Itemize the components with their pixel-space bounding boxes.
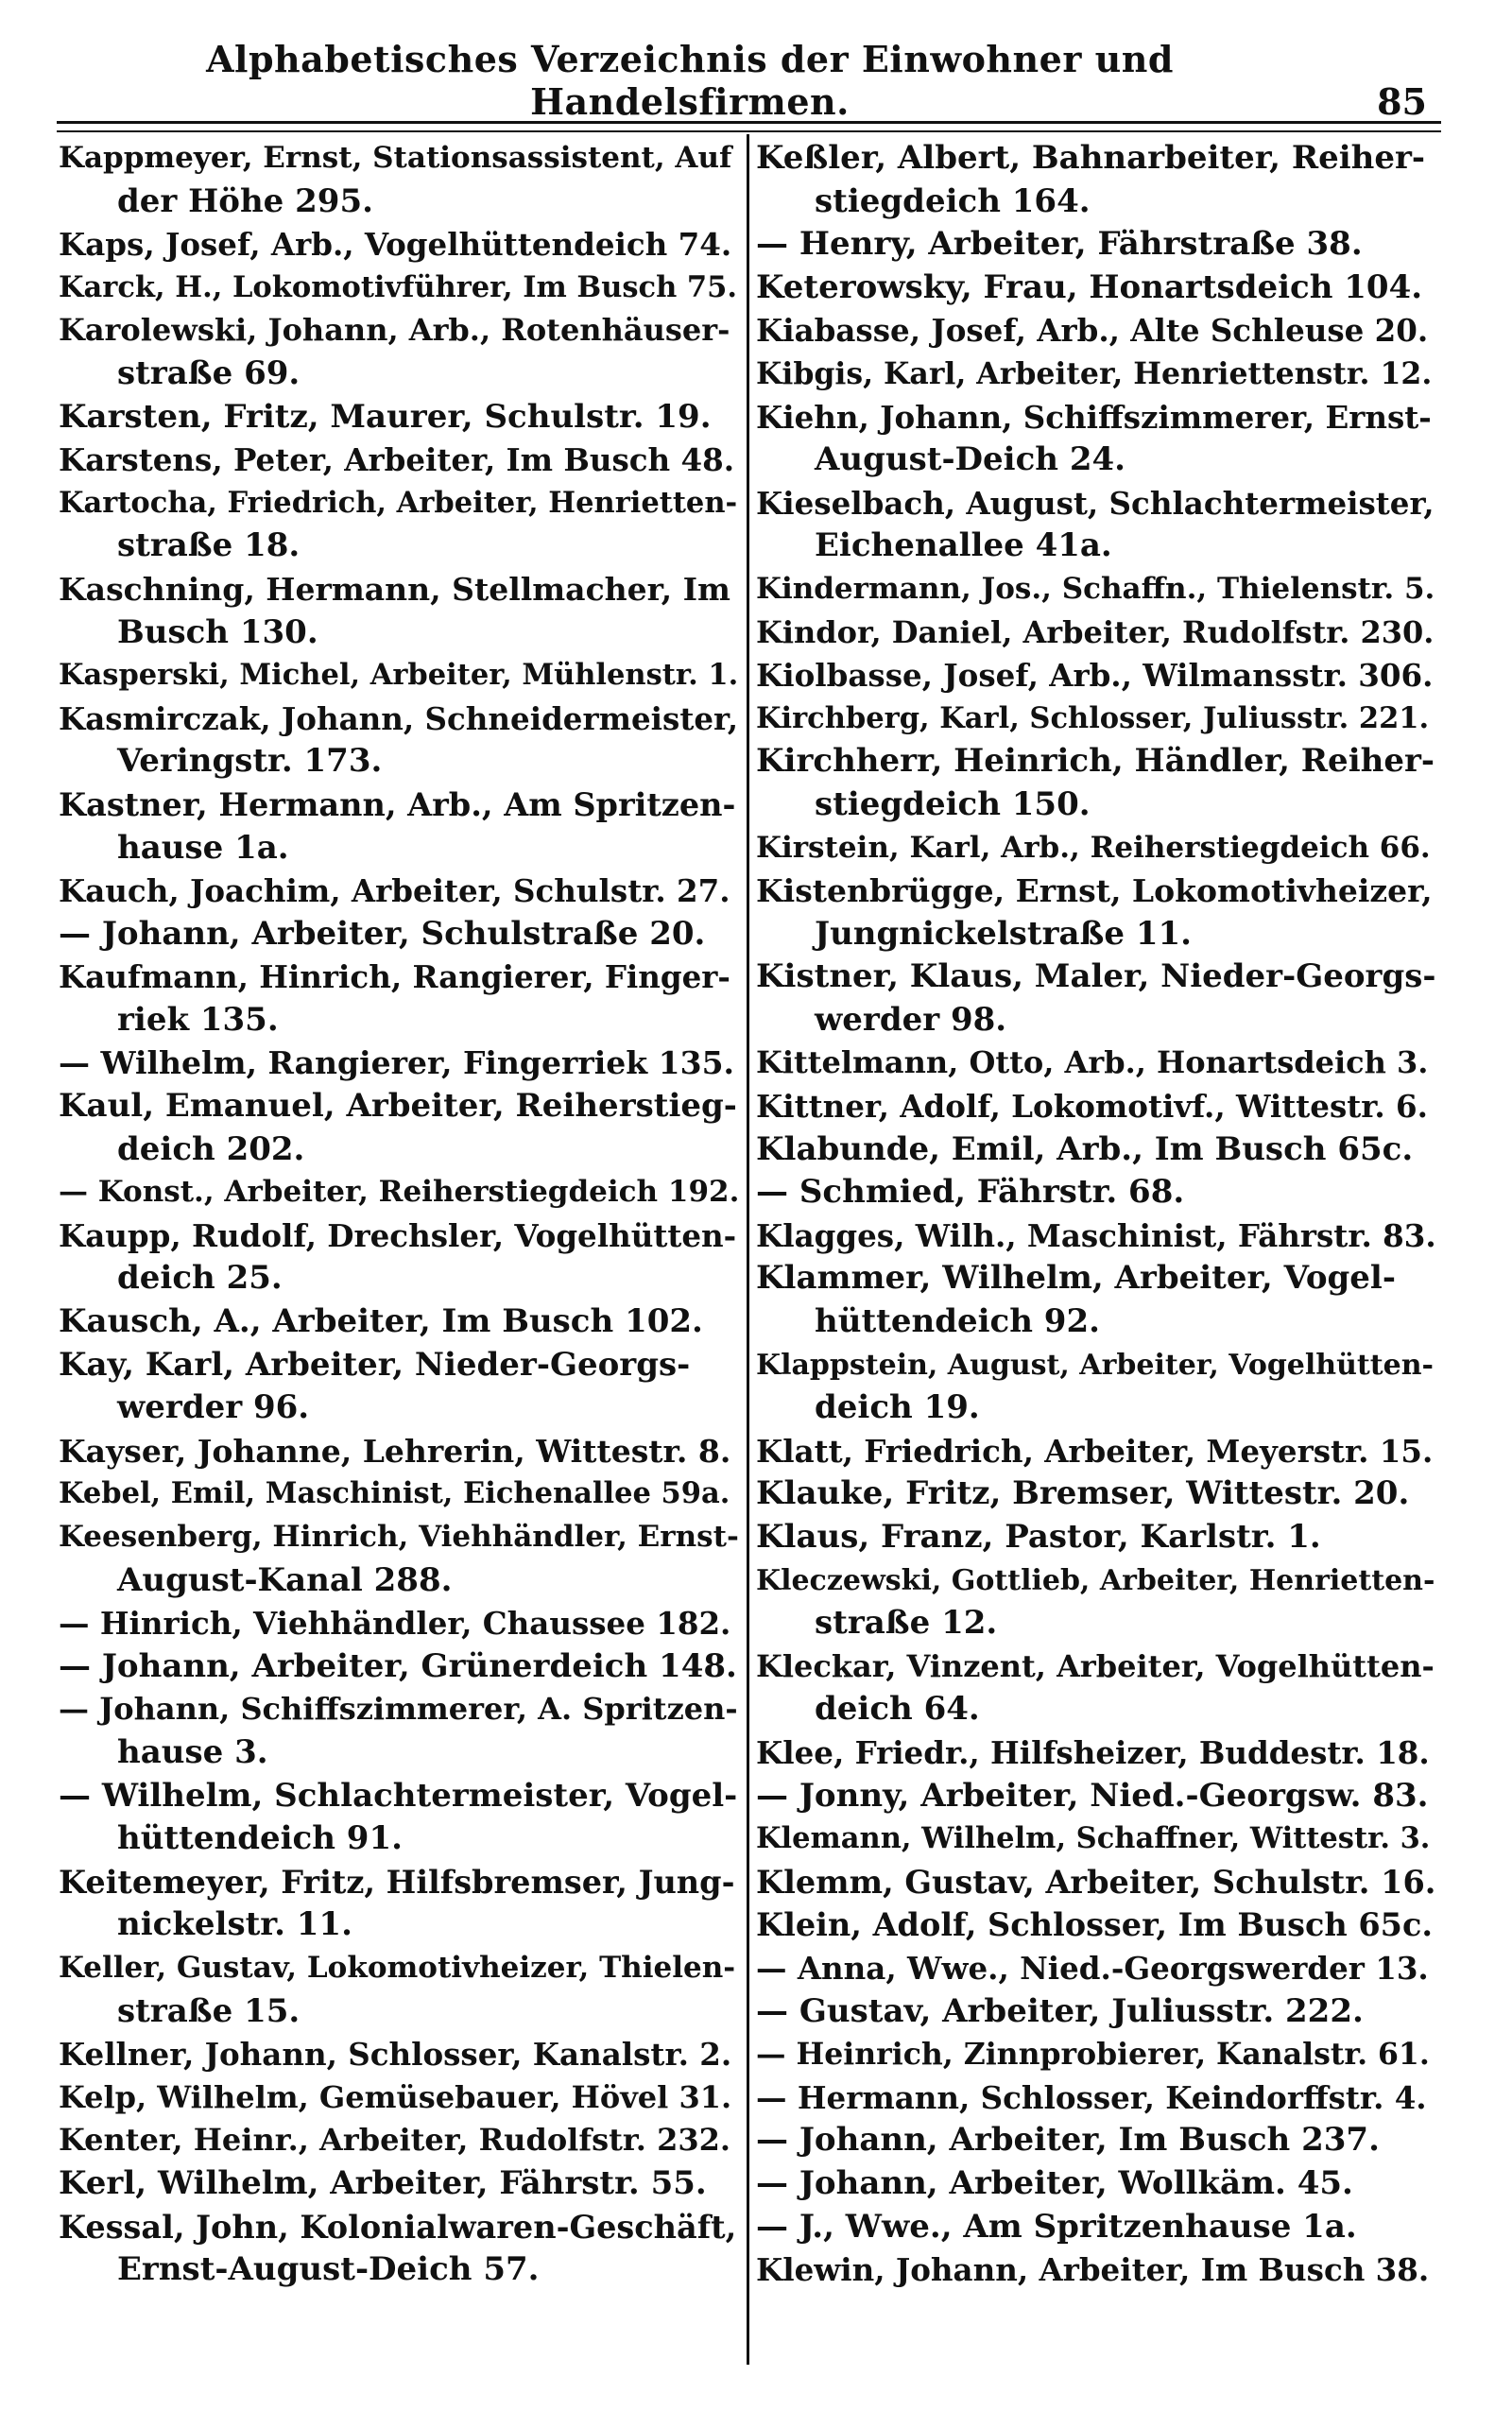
directory-entry bbox=[756, 568, 1436, 611]
entry-line: Kiabasse, Josef, Arb., Alte Schleuse 20. bbox=[756, 312, 1429, 350]
entry-line: Klappstein, August, Arbeiter, Vogelhütten- bbox=[756, 1348, 1434, 1382]
directory-entry bbox=[756, 1990, 1436, 2034]
directory-entry bbox=[59, 482, 739, 568]
entry-line: Kauch, Joachim, Arbeiter, Schulstr. 27. bbox=[59, 872, 730, 910]
entry-continuation: hüttendeich 92. bbox=[815, 1302, 1100, 1341]
directory-entry bbox=[756, 827, 1436, 870]
entry-continuation: August-Kanal 288. bbox=[117, 1560, 453, 1599]
directory-entry bbox=[59, 1344, 739, 1430]
entry-continuation: stiegdeich 150. bbox=[815, 784, 1091, 823]
entry-continuation: werder 98. bbox=[815, 1000, 1007, 1039]
entry-continuation: Jungnickelstraße 11. bbox=[815, 914, 1192, 953]
column-divider bbox=[747, 134, 749, 2365]
entry-continuation: August-Deich 24. bbox=[815, 440, 1125, 479]
directory-entry bbox=[59, 784, 739, 870]
entry-continuation: nickelstr. 11. bbox=[117, 1905, 352, 1944]
directory-entry bbox=[756, 1516, 1436, 1559]
directory-entry bbox=[59, 870, 739, 913]
directory-entry bbox=[756, 1645, 1436, 1731]
entry-line: Klagges, Wilh., Maschinist, Fährstr. 83. bbox=[756, 1216, 1436, 1254]
entry-line: Kastner, Hermann, Arb., Am Spritzen- bbox=[59, 785, 736, 823]
entry-line: Klemann, Wilhelm, Schaffner, Wittestr. 3. bbox=[756, 1821, 1431, 1856]
entry-line: Keitemeyer, Fritz, Hilfsbremser, Jung- bbox=[59, 1863, 735, 1901]
entry-line: Kayser, Johanne, Lehrerin, Wittestr. 8. bbox=[59, 1432, 731, 1470]
directory-entry bbox=[59, 309, 739, 395]
entry-line: — Hinrich, Viehhändler, Chaussee 182. bbox=[59, 1605, 731, 1643]
directory-entry bbox=[756, 1042, 1436, 1085]
entry-line: Kebel, Emil, Maschinist, Eichenallee 59a. bbox=[59, 1476, 730, 1511]
page-title: Alphabetisches Verzeichnis der Einwohner und Handelsfirmen. bbox=[206, 38, 1174, 123]
entry-continuation: straße 69. bbox=[117, 353, 301, 392]
entry-line: Kittelmann, Otto, Arb., Honartsdeich 3. bbox=[756, 1044, 1429, 1081]
entry-line: Kiehn, Johann, Schiffszimmerer, Ernst- bbox=[756, 398, 1432, 436]
directory-entry bbox=[59, 2033, 739, 2076]
entry-line: Kleckar, Vinzent, Arbeiter, Vogelhütten- bbox=[756, 1647, 1435, 1684]
entry-line: Kistenbrügge, Ernst, Lokomotivheizer, bbox=[756, 872, 1433, 910]
entry-line: Kaufmann, Hinrich, Rangierer, Finger- bbox=[59, 958, 730, 996]
entry-continuation: deich 202. bbox=[117, 1129, 305, 1168]
directory-entry bbox=[756, 1128, 1436, 1172]
entry-line: Kittner, Adolf, Lokomotivf., Wittestr. 6. bbox=[756, 1088, 1428, 1126]
entry-line: Klatt, Friedrich, Arbeiter, Meyerstr. 15. bbox=[756, 1432, 1434, 1470]
entry-continuation: stiegdeich 164. bbox=[815, 181, 1091, 220]
entry-line: Kappmeyer, Ernst, Stationsassistent, Auf bbox=[59, 141, 732, 175]
entry-line: Klammer, Wilhelm, Arbeiter, Vogel- bbox=[756, 1259, 1396, 1298]
directory-entry bbox=[756, 2206, 1436, 2249]
entry-line: — Johann, Arbeiter, Im Busch 237. bbox=[756, 2121, 1380, 2160]
directory-entry bbox=[59, 267, 739, 310]
entry-line: Kirchberg, Karl, Schlosser, Juliusstr. 221. bbox=[756, 700, 1430, 735]
directory-entry bbox=[59, 1214, 739, 1300]
entry-continuation: deich 25. bbox=[117, 1259, 283, 1298]
entry-line: Keesenberg, Hinrich, Viehhändler, Ernst- bbox=[59, 1520, 739, 1554]
entry-line: Kiolbasse, Josef, Arb., Wilmansstr. 306. bbox=[756, 657, 1434, 695]
directory-entry bbox=[756, 2076, 1436, 2120]
entry-line: — Heinrich, Zinnprobierer, Kanalstr. 61. bbox=[756, 2037, 1430, 2073]
entry-line: Kindor, Daniel, Arbeiter, Rudolfstr. 230. bbox=[756, 613, 1435, 650]
directory-entry bbox=[59, 396, 739, 439]
directory-entry bbox=[59, 1042, 739, 1085]
entry-line: Karstens, Peter, Arbeiter, Im Busch 48. bbox=[59, 441, 735, 479]
entry-continuation: deich 64. bbox=[815, 1690, 980, 1729]
directory-entry bbox=[756, 1903, 1436, 1947]
directory-entry bbox=[756, 1472, 1436, 1516]
entry-line: — Konst., Arbeiter, Reiherstiegdeich 192. bbox=[59, 1175, 739, 1210]
entry-line: Karck, H., Lokomotivführer, Im Busch 75. bbox=[59, 269, 737, 304]
right-column bbox=[756, 137, 1436, 2292]
directory-entry bbox=[756, 2033, 1436, 2076]
directory-entry bbox=[756, 223, 1436, 267]
entry-continuation: hause 3. bbox=[117, 1732, 268, 1771]
entry-line: Kieselbach, August, Schlachtermeister, bbox=[756, 484, 1435, 522]
directory-entry bbox=[756, 1731, 1436, 1775]
directory-entry bbox=[59, 1472, 739, 1516]
entry-line: — Wilhelm, Rangierer, Fingerriek 135. bbox=[59, 1044, 735, 1082]
directory-entry bbox=[59, 1430, 739, 1473]
directory-entry bbox=[59, 1775, 739, 1861]
directory-entry bbox=[756, 2162, 1436, 2206]
directory-entry bbox=[59, 956, 739, 1042]
directory-entry bbox=[756, 267, 1436, 310]
entry-line: — Schmied, Fährstr. 68. bbox=[756, 1173, 1185, 1212]
entry-line: Keterowsky, Frau, Honartsdeich 104. bbox=[756, 267, 1423, 306]
directory-entry bbox=[756, 1775, 1436, 1818]
directory-entry bbox=[756, 697, 1436, 741]
entry-line: Kleczewski, Gottlieb, Arbeiter, Henrietten- bbox=[756, 1563, 1435, 1597]
header-rule bbox=[57, 121, 1441, 132]
entry-continuation: straße 18. bbox=[117, 526, 301, 565]
entry-line: Kistner, Klaus, Maler, Nieder-Georgs- bbox=[756, 957, 1436, 996]
directory-entry bbox=[756, 1344, 1436, 1430]
entry-line: — Johann, Schiffszimmerer, A. Spritzen- bbox=[59, 1691, 738, 1728]
entry-continuation: der Höhe 295. bbox=[117, 181, 373, 220]
entry-line: Klabunde, Emil, Arb., Im Busch 65c. bbox=[756, 1129, 1414, 1168]
entry-line: — J., Wwe., Am Spritzenhause 1a. bbox=[756, 2207, 1357, 2246]
entry-line: Klein, Adolf, Schlosser, Im Busch 65c. bbox=[756, 1906, 1434, 1944]
directory-entry bbox=[756, 1214, 1436, 1258]
entry-line: Karsten, Fritz, Maurer, Schulstr. 19. bbox=[59, 397, 712, 436]
entry-line: Keßler, Albert, Bahnarbeiter, Reiher- bbox=[756, 139, 1426, 177]
directory-entry bbox=[756, 2248, 1436, 2292]
directory-entry bbox=[756, 1257, 1436, 1343]
entry-line: — Johann, Arbeiter, Wollkäm. 45. bbox=[756, 2163, 1353, 2202]
entry-line: Kerl, Wilhelm, Arbeiter, Fährstr. 55. bbox=[59, 2163, 707, 2202]
directory-entry bbox=[59, 1171, 739, 1214]
entry-continuation: Eichenallee 41a. bbox=[815, 526, 1112, 565]
entry-line: Kirstein, Karl, Arb., Reiherstiegdeich 66. bbox=[756, 830, 1431, 865]
directory-entry bbox=[756, 1947, 1436, 1990]
entry-line: Kaupp, Rudolf, Drechsler, Vogelhütten- bbox=[59, 1216, 737, 1254]
entry-line: — Johann, Arbeiter, Grünerdeich 148. bbox=[59, 1646, 737, 1685]
entry-line: Kartocha, Friedrich, Arbeiter, Henrietten- bbox=[59, 485, 738, 520]
entry-line: — Johann, Arbeiter, Schulstraße 20. bbox=[59, 914, 706, 953]
entry-continuation: werder 96. bbox=[117, 1388, 310, 1427]
entry-line: Kibgis, Karl, Arbeiter, Henriettenstr. 12. bbox=[756, 355, 1433, 391]
directory-entry bbox=[756, 1861, 1436, 1904]
page-number: 85 bbox=[1377, 80, 1427, 123]
directory-entry bbox=[756, 740, 1436, 826]
directory-entry bbox=[756, 1430, 1436, 1473]
directory-entry bbox=[59, 568, 739, 654]
directory-entry bbox=[756, 1559, 1436, 1645]
directory-entry bbox=[756, 1817, 1436, 1861]
entry-line: — Henry, Arbeiter, Fährstraße 38. bbox=[756, 225, 1363, 264]
entry-line: Kay, Karl, Arbeiter, Nieder-Georgs- bbox=[59, 1345, 691, 1384]
directory-entry bbox=[59, 2119, 739, 2162]
entry-line: Karolewski, Johann, Arb., Rotenhäuser- bbox=[59, 312, 730, 349]
directory-entry bbox=[756, 654, 1436, 697]
entry-line: Kausch, A., Arbeiter, Im Busch 102. bbox=[59, 1302, 703, 1341]
directory-entry bbox=[59, 223, 739, 267]
directory-entry bbox=[59, 137, 739, 223]
entry-line: — Gustav, Arbeiter, Juliusstr. 222. bbox=[756, 1991, 1364, 2030]
directory-entry bbox=[59, 1947, 739, 2033]
entry-line: — Anna, Wwe., Nied.-Georgswerder 13. bbox=[756, 1949, 1429, 1987]
entry-line: Kaps, Josef, Arb., Vogelhüttendeich 74. bbox=[59, 226, 732, 264]
entry-line: Klee, Friedr., Hilfsheizer, Buddestr. 18. bbox=[756, 1733, 1430, 1771]
entry-line: Kenter, Heinr., Arbeiter, Rudolfstr. 232. bbox=[59, 2122, 731, 2159]
directory-entry bbox=[756, 353, 1436, 396]
page-header bbox=[57, 38, 1427, 123]
entry-line: Kasperski, Michel, Arbeiter, Mühlenstr. 1. bbox=[59, 658, 739, 693]
directory-entry bbox=[756, 1171, 1436, 1214]
directory-entry bbox=[59, 1300, 739, 1344]
directory-entry bbox=[756, 137, 1436, 223]
left-column bbox=[59, 137, 739, 2292]
directory-entry bbox=[59, 2206, 739, 2292]
entry-line: Kindermann, Jos., Schaffn., Thielenstr. 5. bbox=[756, 571, 1435, 606]
entry-continuation: hause 1a. bbox=[117, 828, 289, 867]
directory-entry bbox=[59, 654, 739, 697]
directory-entry bbox=[756, 309, 1436, 353]
entry-continuation: straße 15. bbox=[117, 1991, 301, 2030]
directory-entry bbox=[756, 396, 1436, 482]
entry-continuation: Busch 130. bbox=[117, 612, 318, 651]
entry-line: Kaul, Emanuel, Arbeiter, Reiherstieg- bbox=[59, 1087, 737, 1126]
entry-line: Kirchherr, Heinrich, Händler, Reiher- bbox=[756, 742, 1435, 781]
entry-continuation: Ernst-August-Deich 57. bbox=[117, 2250, 540, 2289]
entry-line: Kessal, John, Kolonialwaren-Geschäft, bbox=[59, 2208, 737, 2246]
directory-entry bbox=[756, 1085, 1436, 1128]
directory-entry bbox=[756, 482, 1436, 568]
directory-entry bbox=[59, 1085, 739, 1171]
directory-entry bbox=[756, 2119, 1436, 2162]
directory-entry bbox=[59, 1602, 739, 1645]
entry-line: Klemm, Gustav, Arbeiter, Schulstr. 16. bbox=[756, 1863, 1436, 1901]
entry-continuation: Veringstr. 173. bbox=[117, 742, 383, 781]
directory-entry bbox=[59, 1645, 739, 1689]
directory-entry bbox=[59, 697, 739, 784]
directory-entry bbox=[756, 870, 1436, 956]
entry-continuation: deich 19. bbox=[815, 1388, 980, 1427]
directory-entry bbox=[59, 913, 739, 956]
entry-continuation: hüttendeich 91. bbox=[117, 1819, 403, 1858]
directory-entry bbox=[59, 1516, 739, 1602]
directory-entry bbox=[756, 611, 1436, 655]
directory-entry bbox=[59, 2162, 739, 2206]
directory-entry bbox=[59, 1688, 739, 1774]
entry-line: — Wilhelm, Schlachtermeister, Vogel- bbox=[59, 1776, 738, 1815]
directory-entry bbox=[756, 956, 1436, 1042]
entry-line: Kasmirczak, Johann, Schneidermeister, bbox=[59, 699, 739, 737]
entry-line: Kaschning, Hermann, Stellmacher, Im bbox=[59, 570, 730, 608]
entry-continuation: straße 12. bbox=[815, 1604, 998, 1643]
directory-entry bbox=[59, 1861, 739, 1947]
entry-line: Keller, Gustav, Lokomotivheizer, Thielen- bbox=[59, 1950, 736, 1985]
entry-line: — Hermann, Schlosser, Keindorffstr. 4. bbox=[756, 2078, 1427, 2116]
entry-line: Kellner, Johann, Schlosser, Kanalstr. 2. bbox=[59, 2036, 732, 2074]
entry-line: Klewin, Johann, Arbeiter, Im Busch 38. bbox=[756, 2251, 1430, 2289]
entry-continuation: riek 135. bbox=[117, 1000, 279, 1039]
entry-line: Klaus, Franz, Pastor, Karlstr. 1. bbox=[756, 1518, 1321, 1556]
entry-line: Klauke, Fritz, Bremser, Wittestr. 20. bbox=[756, 1474, 1410, 1513]
entry-line: — Jonny, Arbeiter, Nied.-Georgsw. 83. bbox=[756, 1776, 1429, 1815]
entry-line: Kelp, Wilhelm, Gemüsebauer, Hövel 31. bbox=[59, 2078, 732, 2115]
directory-entry bbox=[59, 2076, 739, 2120]
directory-entry bbox=[59, 439, 739, 482]
